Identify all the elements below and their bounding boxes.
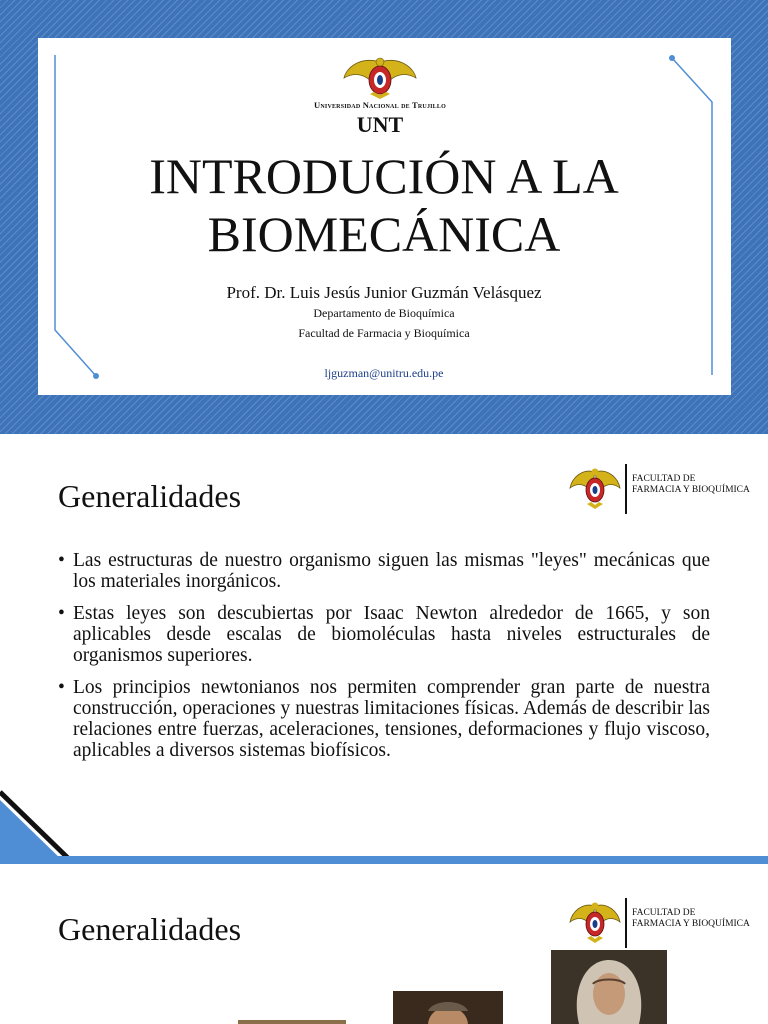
presentation-title — [60, 147, 708, 263]
bullet-item — [58, 603, 710, 666]
university-abbreviation: UNT — [356, 112, 404, 137]
slide-title: Generalidades — [58, 911, 242, 947]
bullet-list — [58, 550, 710, 772]
eagle-crest-icon — [568, 462, 622, 512]
portrait-photo — [238, 1020, 346, 1024]
faculty-logo-text — [632, 474, 750, 496]
title-line-1: INTRODUCIÓN A LA — [149, 148, 619, 204]
professor-name: Prof. Dr. Luis Jesús Junior Guzmán Velásquez — [226, 283, 542, 302]
faculty-logo — [568, 896, 768, 952]
bullet-text: Los principios newtonianos nos permiten comprender gran parte de nuestra construcción, operaciones y nuestras limitaciones físicas. Además de describir las relaciones entre fuerzas, aceleraciones, tensiones, deformaciones y flujo viscoso, aplicables a diversos sistemas biofísicos. — [73, 677, 710, 761]
eagle-crest-icon — [568, 896, 622, 946]
bullet-item — [58, 677, 710, 761]
department-name: Departamento de Bioquímica — [313, 306, 455, 320]
university-name: Universidad Nacional de Trujillo — [314, 100, 446, 110]
bullet-dot: • — [58, 677, 65, 698]
bullet-dot: • — [58, 550, 65, 571]
eagle-crest-icon — [290, 52, 470, 100]
logo-divider — [625, 464, 627, 514]
slide-bottom-bar — [0, 856, 768, 864]
contact-email[interactable]: ljguzman@unitru.edu.pe — [324, 366, 444, 380]
faculty-logo-line-2: FARMACIA Y BIOQUÍMICA — [632, 485, 750, 495]
corner-decoration — [0, 780, 90, 864]
bullet-item — [58, 550, 710, 592]
portrait-photo — [393, 991, 503, 1024]
generalidades-slide-1 — [0, 440, 768, 864]
university-logo — [290, 52, 470, 136]
bullet-text: Las estructuras de nuestro organismo siguen las mismas "leyes" mecánicas que los materiales inorgánicos. — [73, 550, 710, 592]
faculty-logo-line-2: FARMACIA Y BIOQUÍMICA — [632, 919, 750, 929]
faculty-name: Facultad de Farmacia y Bioquímica — [298, 326, 470, 340]
faculty-logo — [568, 462, 768, 518]
bullet-text: Estas leyes son descubiertas por Isaac Newton alrededor de 1665, y son aplicables desde escalas de biomoléculas hasta niveles estructurales de organismos superiores. — [73, 603, 710, 666]
faculty-logo-text — [632, 908, 750, 930]
title-slide — [0, 0, 768, 434]
slide-title: Generalidades — [58, 478, 242, 514]
logo-divider — [625, 898, 627, 948]
faculty-logo-line-1: FACULTAD DE — [632, 908, 696, 918]
bullet-dot: • — [58, 603, 65, 624]
generalidades-slide-2 — [0, 866, 768, 1024]
portrait-photo — [551, 950, 667, 1024]
title-line-2: BIOMECÁNICA — [207, 206, 561, 262]
faculty-logo-line-1: FACULTAD DE — [632, 474, 696, 484]
